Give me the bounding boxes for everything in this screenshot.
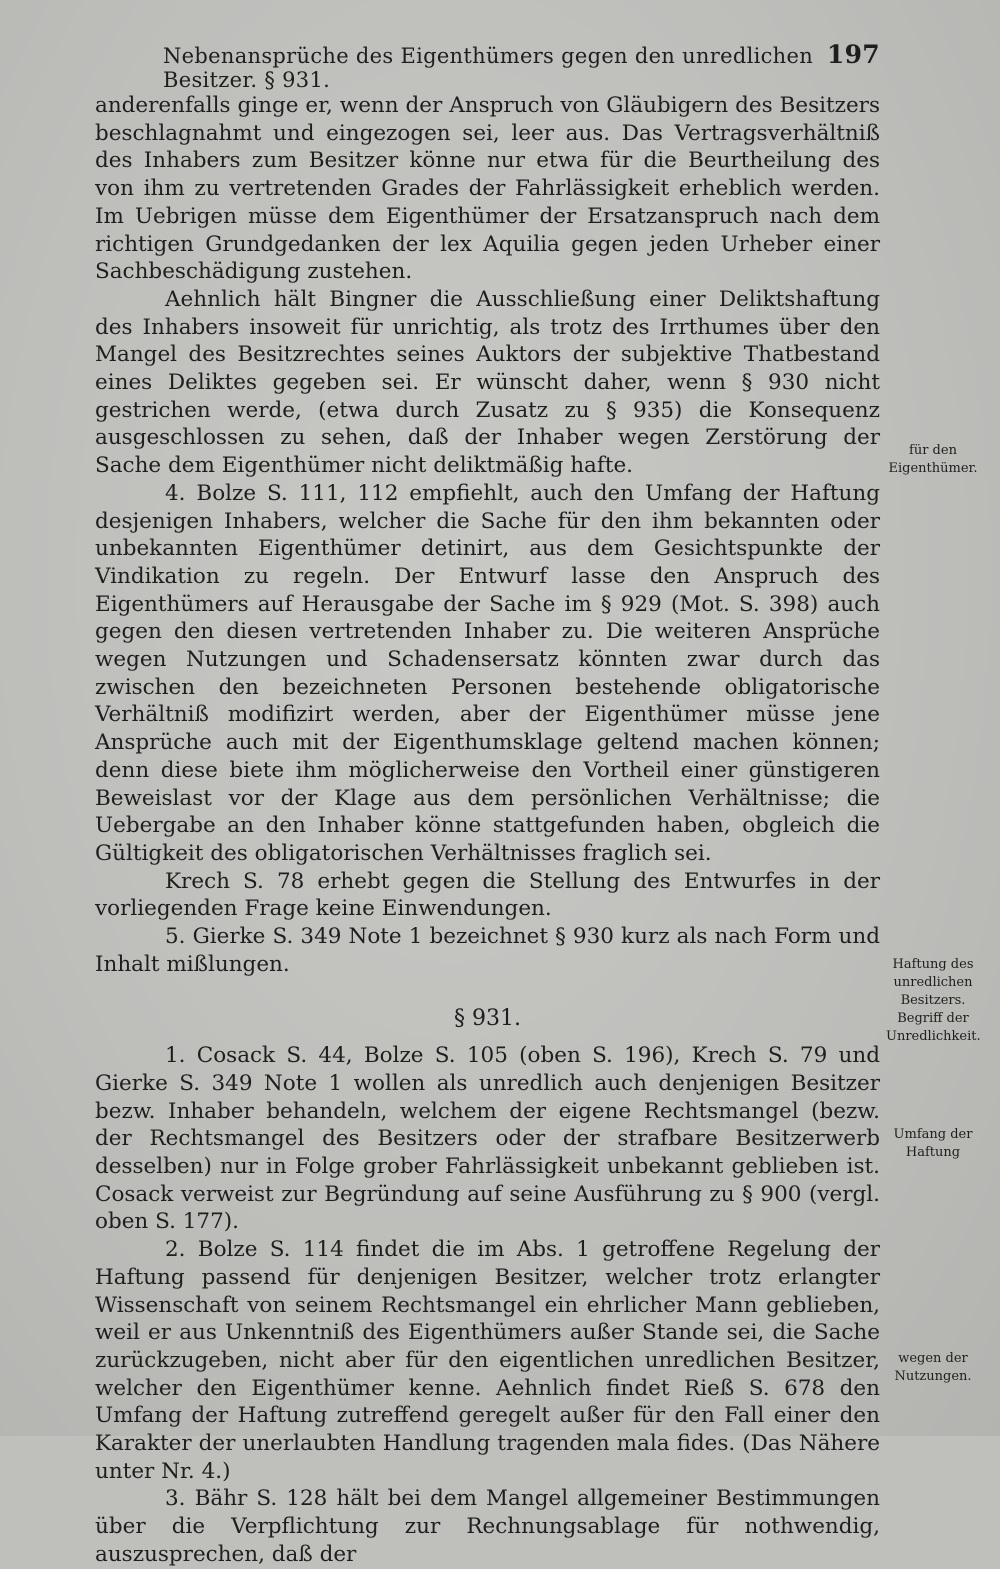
page-number: 197 bbox=[826, 40, 880, 69]
margin-note: Haftung des unredlichen Besitzers. Begriff der Unredlichkeit. bbox=[886, 957, 981, 1044]
header-title: Nebenansprüche des Eigenthümers gegen den unredlichen Besitzer. § 931. bbox=[163, 44, 814, 92]
paragraph: 2. Bolze S. 114 findet die im Abs. 1 getroffene Regelung der Haftung passend für denjenigen Besitzer, welcher trotz erlangter Wissenschaft von seinem Rechtsmangel ein ehrlicher Mann geblieben, weil er aus Unkenntniß des Eigenthümers außer Stande sei, die Sache zurückzugeben, nicht aber für den eigentlichen unredlichen Besitzer, welcher den Eigenthümer kenne. Aehnlich findet Rieß S. 678 den Umfang der Haftung zutreffend geregelt außer für den Fall einer den Karakter der unerlaubten Handlung tragenden mala fides. (Das Nähere unter Nr. 4.) bbox=[95, 1237, 880, 1484]
margin-note: Umfang der Haftung bbox=[893, 1127, 973, 1160]
paragraph: 4. Bolze S. 111, 112 empfiehlt, auch den Umfang der Haftung desjenigen Inhabers, welcher die Sache für den ihm bekannten oder unbekannten Eigenthümer detinirt, aus dem Gesichtspunkte der Vindikation zu regeln. Der Entwurf lasse den Anspruch des Eigenthümers auf Herausgabe der Sache im § 929 (Mot. S. 398) auch gegen den diesen vertretenden Inhaber zu. Die weiteren Ansprüche wegen Nutzungen und Schadensersatz könnten zwar durch das zwischen den bezeichneten Personen bestehende obligatorische Verhältniß modifizirt werden, aber der Eigenthümer müsse jene Ansprüche auch mit der Eigenthumsklage geltend machen können; denn diese biete ihm möglicherweise den Vortheil einer günstigeren Beweislast vor der Klage aus dem persönlichen Verhältnisse; die Uebergabe an den Inhaber könne stattgefunden haben, obgleich die Gültigkeit des obligatorischen Verhältnisses fraglich sei. bbox=[95, 480, 880, 866]
paragraph: anderenfalls ginge er, wenn der Anspruch von Gläubigern des Besitzers beschlagnahmt und eingezogen sei, leer aus. Das Vertragsverhältniß des Inhabers zum Besitzer könne nur etwa für die Beurtheilung des von ihm zu vertretenden Grades der Fahrlässigkeit erheblich werden. Im Uebrigen müsse dem Eigenthümer der Ersatzanspruch nach dem richtigen Grundgedanken der lex Aquilia gegen jeden Urheber einer Sachbeschädigung zustehen. bbox=[95, 93, 880, 285]
margin-note: wegen der Nutzungen. bbox=[894, 1351, 972, 1384]
main-text bbox=[95, 92, 880, 1569]
paragraph: Aehnlich hält Bingner die Ausschließung einer Deliktshaftung des Inhabers insoweit für unrichtig, als trotz des Irrthumes über den Mangel des Besitzrechtes seines Auktors der subjektive Thatbestand eines Deliktes gegeben sei. Er wünscht daher, wenn § 930 nicht gestrichen werde, (etwa durch Zusatz zu § 935) die Konsequenz ausgeschlossen zu sehen, daß der Inhaber wegen Zerstörung der Sache dem Eigenthümer nicht deliktmäßig hafte. bbox=[95, 286, 880, 479]
margin-note: für den Eigenthümer. bbox=[888, 443, 978, 476]
section-heading: § 931. bbox=[454, 1005, 521, 1031]
paragraph: 1. Cosack S. 44, Bolze S. 105 (oben S. 196), Krech S. 79 und Gierke S. 349 Note 1 wollen als unredlich auch denjenigen Besitzer bezw. Inhaber behandeln, welchem der eigene Rechtsmangel (bezw. der Rechtsmangel des Besitzers oder der strafbare Besitzerwerb desselben) nur in Folge grober Fahrlässigkeit unbekannt geblieben ist. Cosack verweist zur Begründung auf seine Ausführung zu § 900 (vergl. oben S. 177). bbox=[95, 1043, 880, 1235]
paragraph: 5. Gierke S. 349 Note 1 bezeichnet § 930 kurz als nach Form und Inhalt mißlungen. bbox=[95, 924, 880, 977]
running-header bbox=[95, 40, 880, 92]
paragraph: Krech S. 78 erhebt gegen die Stellung des Entwurfes in der vorliegenden Frage keine Einwendungen. bbox=[95, 868, 880, 922]
paragraph: 3. Bähr S. 128 hält bei dem Mangel allgemeiner Bestimmungen über die Verpflichtung zur Rechnungsablage für nothwendig, auszusprechen, daß der bbox=[95, 1486, 880, 1567]
